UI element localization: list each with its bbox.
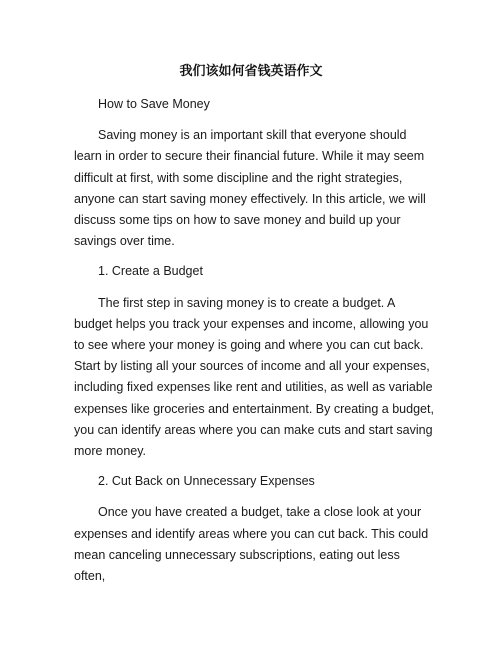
essay-heading: How to Save Money [98, 97, 210, 111]
budget-paragraph: The first step in saving money is to create a budget. A budget helps you track your expenses and income, allowing you to see where your money is going and where you can cut back. Start by listing all your sources of income and all your expenses, including fixed expenses like rent and utilities, as well as variable expenses like groceries and entertainment. By creating a budget, you can identify areas where you can make cuts and start saving more money. [74, 295, 434, 459]
intro-paragraph: Saving money is an important skill that everyone should learn in order to secure their financial future. While it may seem difficult at first, with some discipline and the right strategies, anyone can start saving money effectively. In this article, we will discuss some tips on how to save money and build up your savings over time. [74, 128, 426, 249]
cut-back-paragraph: Once you have created a budget, take a close look at your expenses and identify areas where you can cut back. This could mean canceling unnecessary subscriptions, eating out less often, [74, 505, 429, 584]
document-body [74, 94, 434, 596]
section-heading-cut-back: 2. Cut Back on Unnecessary Expenses [98, 474, 315, 489]
section-heading-budget: 1. Create a Budget [98, 264, 203, 279]
document-title: 我们该如何省钱英语作文 [179, 64, 323, 79]
